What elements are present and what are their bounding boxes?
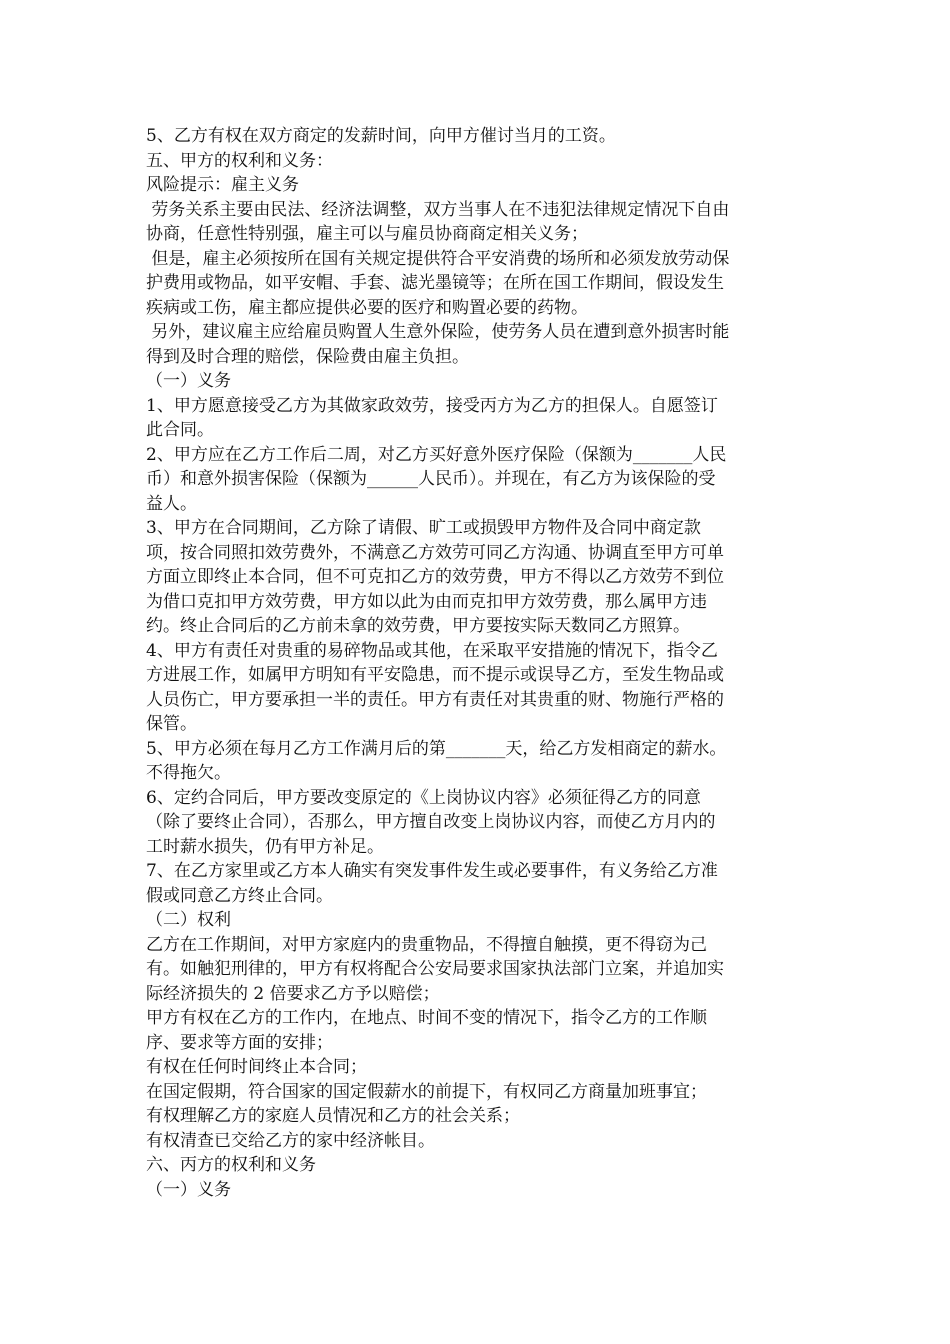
text-line: 保管。 [146, 714, 197, 734]
text-line: 际经济损失的 2 倍要求乙方予以赔偿； [146, 983, 440, 1004]
text-line: 有权理解乙方的家庭人员情况和乙方的社会关系； [146, 1106, 520, 1126]
text-line: 约。终止合同后的乙方前未拿的效劳费，甲方要按实际天数同乙方照算。 [146, 616, 690, 636]
text-line: 方进展工作，如属甲方明知有平安隐患，而不提示或误导乙方，至发生物品或 [146, 665, 724, 685]
text-line: （二）权利 [146, 910, 231, 930]
text-line: （除了要终止合同），否那么，甲方擅自改变上岗协议内容，而使乙方月内的 [146, 812, 716, 832]
text-line: 益人。 [146, 493, 197, 514]
text-line: 5、乙方有权在双方商定的发薪时间，向甲方催讨当月的工资。 [146, 126, 616, 146]
text-line: 假或同意乙方终止合同。 [146, 885, 333, 906]
text-line: 4、甲方有责任对贵重的易碎物品或其他，在采取平安措施的情况下，指令乙 [146, 640, 718, 661]
text-line: 此合同。 [146, 420, 214, 440]
text-line: 甲方有权在乙方的工作内，在地点、时间不变的情况下，指令乙方的工作顺 [146, 1008, 707, 1028]
text-line: 六、丙方的权利和义务 [146, 1155, 316, 1175]
text-line: 项，按合同照扣效劳费外，不满意乙方效劳可同乙方沟通、协调直至甲方可单 [146, 542, 724, 563]
text-line: 有权清查已交给乙方的家中经济帐目。 [146, 1130, 435, 1151]
text-line: 人员伤亡，甲方要承担一半的责任。甲方有责任对其贵重的财、物施行严格的 [146, 689, 724, 710]
text-line: 得到及时合理的赔偿，保险费由雇主负担。 [146, 346, 469, 367]
text-line: 工时薪水损失，仍有甲方补足。 [146, 836, 384, 857]
text-line: 2、甲方应在乙方工作后二周，对乙方买好意外医疗保险（保额为_______人民 [146, 444, 727, 465]
text-line: 7、在乙方家里或乙方本人确实有突发事件发生或必要事件，有义务给乙方准 [146, 861, 718, 881]
text-line: 协商，任意性特别强，雇主可以与雇员协商商定相关义务； [146, 224, 588, 244]
text-line: 有权在任何时间终止本合同； [146, 1057, 367, 1077]
text-line: 不得拖欠。 [146, 763, 231, 783]
text-line: 序、要求等方面的安排； [146, 1032, 333, 1053]
text-line: 方面立即终止本合同，但不可克扣乙方的效劳费，甲方不得以乙方效劳不到位 [146, 567, 724, 587]
text-line: （一）义务 [146, 1179, 231, 1200]
text-line: 但是，雇主必须按所在国有关规定提供符合平安消费的场所和必须发放劳动保 [146, 248, 730, 269]
text-line: 3、甲方在合同期间，乙方除了请假、旷工或损毁甲方物件及合同中商定款 [146, 518, 701, 538]
text-line: 劳务关系主要由民法、经济法调整，双方当事人在不违犯法律规定情况下自由 [146, 199, 730, 220]
document-body [146, 124, 806, 1202]
text-line: 6、定约合同后，甲方要改变原定的《上岗协议内容》必须征得乙方的同意 [146, 787, 701, 808]
text-line: 疾病或工伤，雇主都应提供必要的医疗和购置必要的药物。 [146, 297, 588, 318]
text-line: 币）和意外损害保险（保额为______人民币）。并现在，有乙方为该保险的受 [146, 469, 716, 489]
text-line: 风险提示：雇主义务 [146, 175, 299, 195]
text-line: 乙方在工作期间，对甲方家庭内的贵重物品，不得擅自触摸，更不得窃为己 [146, 934, 707, 955]
text-line: （一）义务 [146, 371, 231, 391]
text-line: 五、甲方的权利和义务： [146, 150, 333, 171]
text-line: 护费用或物品，如平安帽、手套、滤光墨镜等；在所在国工作期间，假设发生 [146, 273, 724, 293]
text-line: 5、甲方必须在每月乙方工作满月后的第_______天，给乙方发相商定的薪水。 [146, 738, 727, 759]
text-line: 在国定假期，符合国家的国定假薪水的前提下，有权同乙方商量加班事宜； [146, 1081, 707, 1102]
text-line: 有。如触犯刑律的，甲方有权将配合公安局要求国家执法部门立案，并追加实 [146, 959, 724, 979]
text-line: 为借口克扣甲方效劳费，甲方如以此为由而克扣甲方效劳费，那么属甲方违 [146, 591, 707, 612]
text-line: 另外，建议雇主应给雇员购置人生意外保险，使劳务人员在遭到意外损害时能 [146, 322, 730, 342]
text-line: 1、甲方愿意接受乙方为其做家政效劳，接受丙方为乙方的担保人。自愿签订 [146, 395, 718, 416]
